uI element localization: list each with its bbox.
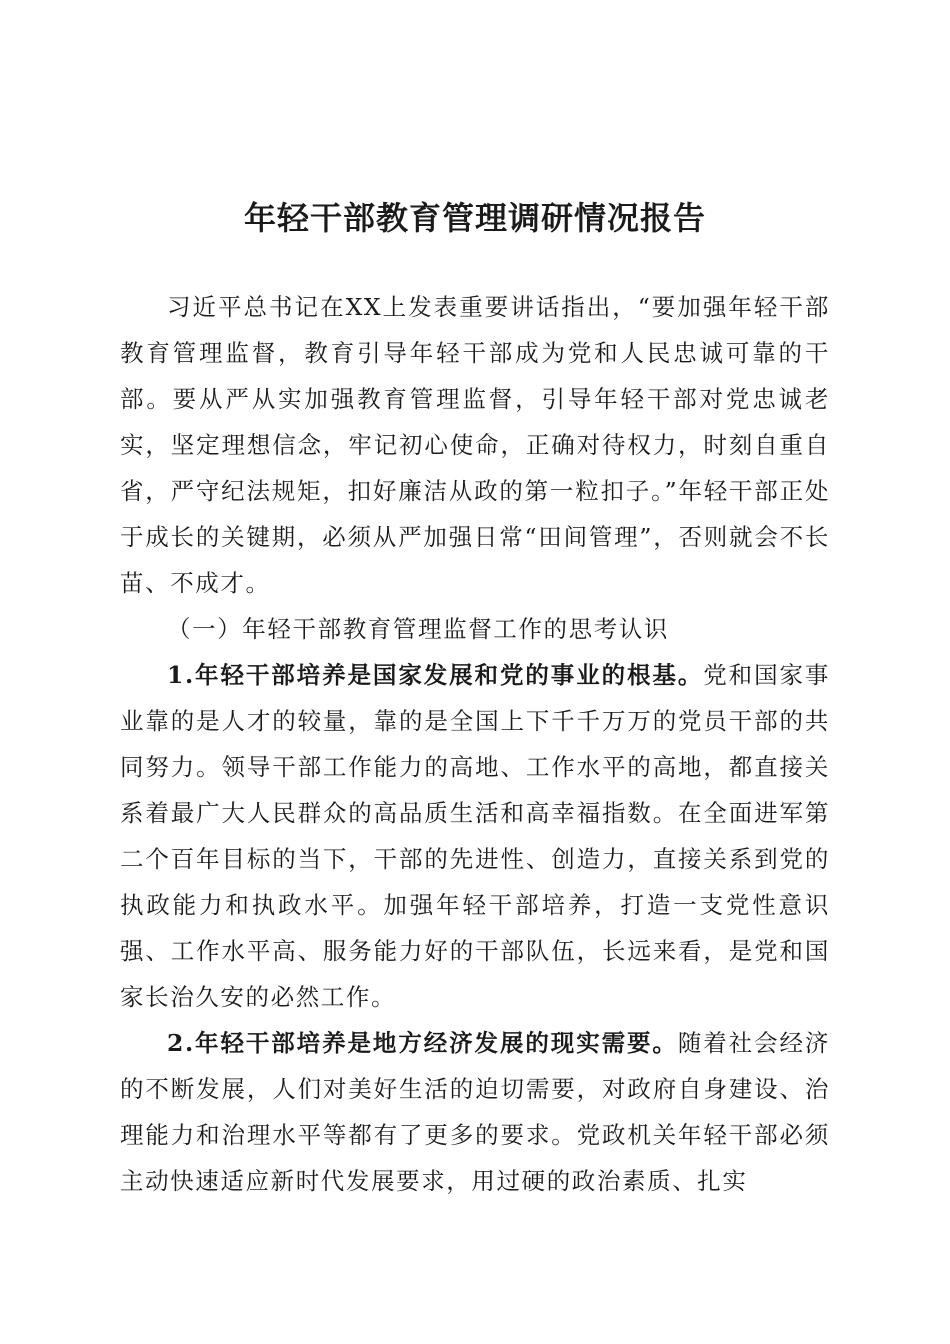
document-title: 年轻干部教育管理调研情况报告	[243, 199, 706, 237]
document-body	[120, 284, 830, 1204]
intro-paragraph: 习近平总书记在XX上发表重要讲话指出，“要加强年轻干部教育管理监督，教育引导年轻干部成为党和人民忠诚可靠的干部。要从严从实加强教育管理监督，引导年轻干部对党忠诚老实，坚定理想信念，牢记初心使命，正确对待权力，时刻自重自省，严守纪法规矩，扣好廉洁从政的第一粒扣子。”年轻干部正处于成长的关键期，必须从严加强日常“田间管理”，否则就会不长苗、不成才。	[120, 293, 830, 597]
section-heading: （一）年轻干部教育管理监督工作的思考认识	[167, 615, 669, 643]
point-1-paragraph	[120, 652, 830, 1020]
point-2-paragraph	[120, 1020, 830, 1204]
point-1-text: 党和国家事业靠的是人才的较量，靠的是全国上下千千万万的党员干部的共同努力。领导干部工作能力的高地、工作水平的高地，都直接关系着最广大人民群众的高品质生活和高幸福指数。在全面进军第二个百年目标的当下，干部的先进性、创造力，直接关系到党的执政能力和执政水平。加强年轻干部培养，打造一支党性意识强、工作水平高、服务能力好的干部队伍，长远来看，是党和国家长治久安的必然工作。	[120, 661, 831, 1011]
point-1-lead: 1.年轻干部培养是国家发展和党的事业的根基。	[167, 661, 704, 689]
point-2-lead: 2.年轻干部培养是地方经济发展的现实需要。	[167, 1029, 678, 1057]
point-2-text: 随着社会经济的不断发展，人们对美好生活的迫切需要，对政府自身建设、治理能力和治理水平等都有了更多的要求。党政机关年轻干部必须主动快速适应新时代发展要求，用过硬的政治素质、扎实	[120, 1029, 830, 1195]
